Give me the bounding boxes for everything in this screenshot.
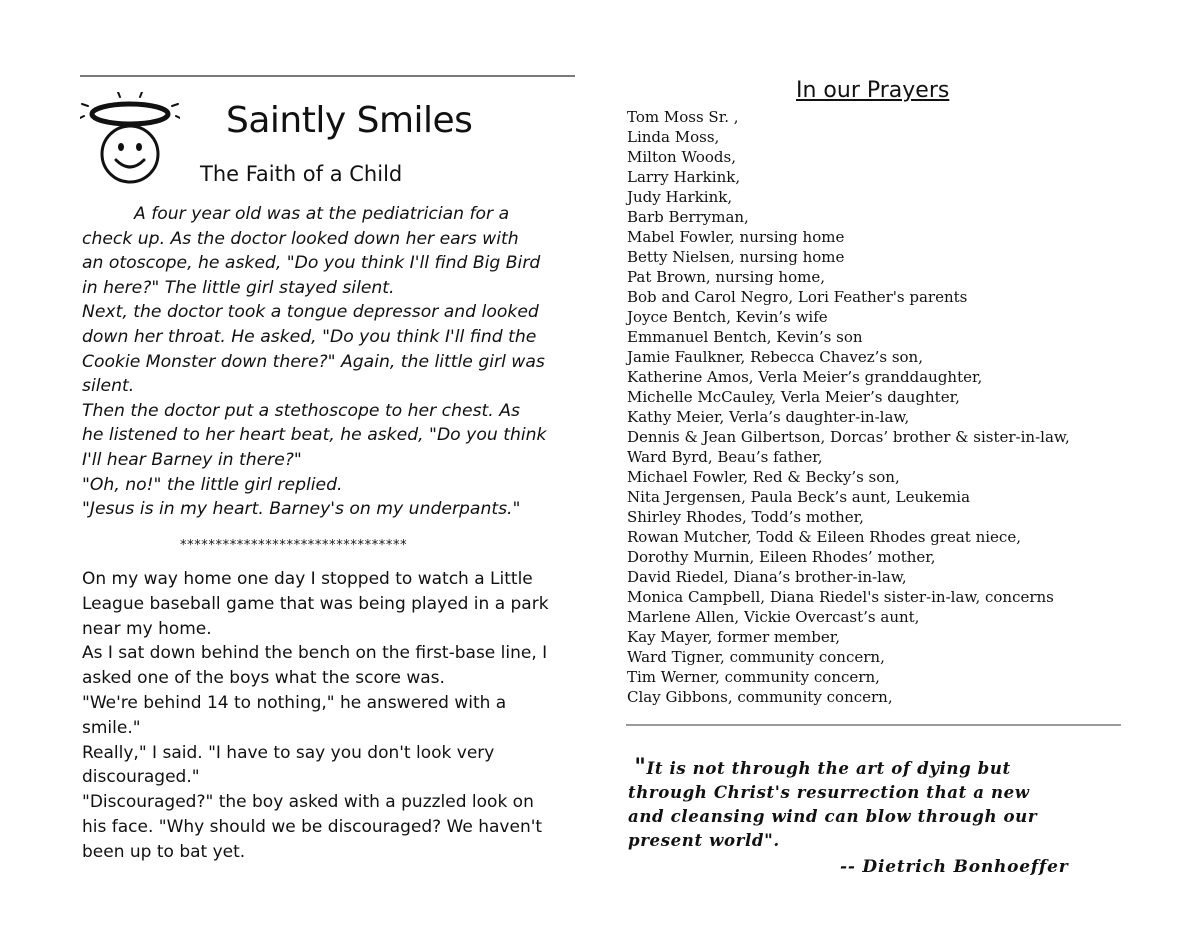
story2-line: League baseball game that was being played in a park — [82, 593, 549, 614]
prayer-item: Clay Gibbons, community concern, — [627, 688, 893, 706]
story2-line: As I sat down behind the bench on the first-base line, I — [82, 643, 548, 664]
haloed-smiley-icon — [80, 92, 180, 192]
prayer-item: Michelle McCauley, Verla Meier’s daughter, — [627, 388, 960, 406]
prayer-item: Katherine Amos, Verla Meier’s granddaughter, — [627, 368, 983, 386]
story1-line: down her throat. He asked, "Do you think I'll find the — [82, 326, 537, 347]
story-faith-of-a-child — [82, 202, 574, 522]
story1-line: "Oh, no!" the little girl replied. — [82, 474, 343, 495]
prayer-item: Ward Tigner, community concern, — [627, 648, 885, 666]
quote-line: through Christ's resurrection that a new — [628, 782, 1030, 802]
prayer-item: Nita Jergensen, Paula Beck’s aunt, Leukemia — [627, 488, 971, 506]
prayer-item: Tom Moss Sr. , — [627, 108, 739, 126]
prayer-item: Larry Harkink, — [627, 168, 741, 186]
story2-line: his face. "Why should we be discouraged? We haven't — [82, 816, 543, 837]
story2-line: Really," I said. "I have to say you don't look very — [82, 742, 495, 763]
quote-line — [628, 755, 1128, 780]
story2-line: smile." — [82, 717, 141, 738]
prayer-item: Kathy Meier, Verla’s daughter-in-law, — [627, 408, 910, 426]
story2-line: "Discouraged?" the boy asked with a puzzled look on — [82, 792, 534, 813]
story1-line: in here?" The little girl stayed silent. — [82, 277, 395, 298]
prayer-item: Jamie Faulkner, Rebecca Chavez’s son, — [627, 348, 923, 366]
story-little-league — [82, 567, 577, 865]
quote-author: -- Dietrich Bonhoeffer — [840, 857, 1069, 877]
prayer-item: Joyce Bentch, Kevin’s wife — [627, 308, 828, 326]
top-divider-line — [80, 75, 575, 77]
prayer-item: Barb Berryman, — [627, 208, 749, 226]
quote-line-text: It is not through the art of dying but — [646, 758, 1011, 778]
quote-divider-line — [626, 724, 1121, 726]
prayer-item: Marlene Allen, Vickie Overcast’s aunt, — [627, 608, 920, 626]
story2-line: been up to bat yet. — [82, 841, 246, 862]
prayer-item: Tim Werner, community concern, — [627, 668, 880, 686]
prayer-item: Mabel Fowler, nursing home — [627, 228, 845, 246]
story1-line: Next, the doctor took a tongue depressor and looked — [82, 302, 539, 323]
story2-line: On my way home one day I stopped to watch a Little — [82, 569, 533, 589]
prayer-item: Rowan Mutcher, Todd & Eileen Rhodes great niece, — [627, 528, 1021, 546]
bonhoeffer-quote — [628, 755, 1128, 852]
prayer-list — [627, 107, 1070, 707]
page-title: Saintly Smiles — [226, 100, 473, 141]
story2-line: near my home. — [82, 618, 212, 639]
prayer-item: Betty Nielsen, nursing home — [627, 248, 845, 266]
quote-line: present world". — [628, 830, 780, 850]
story1-line: an otoscope, he asked, "Do you think I'll find Big Bird — [82, 253, 541, 274]
prayer-item: Judy Harkink, — [627, 188, 733, 206]
prayer-item: Bob and Carol Negro, Lori Feather's parents — [627, 288, 968, 306]
quote-open-mark: " — [634, 754, 647, 780]
prayers-heading: In our Prayers — [796, 78, 950, 103]
story1-line: Then the doctor put a stethoscope to her chest. As — [82, 400, 520, 421]
story2-line: "We're behind 14 to nothing," he answered with a — [82, 692, 507, 713]
story1-line: he listened to her heart beat, he asked, "Do you think — [82, 425, 547, 446]
prayer-item: Shirley Rhodes, Todd’s mother, — [627, 508, 864, 526]
prayer-item: David Riedel, Diana’s brother-in-law, — [627, 568, 907, 586]
story1-line: I'll hear Barney in there?" — [82, 449, 302, 470]
story1-line: silent. — [82, 376, 135, 397]
story1-line: Cookie Monster down there?" Again, the little girl was — [82, 351, 545, 372]
story2-line: asked one of the boys what the score was. — [82, 668, 445, 689]
prayer-item: Dorothy Murnin, Eileen Rhodes’ mother, — [627, 548, 936, 566]
prayer-item: Emmanuel Bentch, Kevin’s son — [627, 328, 863, 346]
prayer-item: Milton Woods, — [627, 148, 736, 166]
asterisk-separator: ******************************** — [180, 538, 408, 553]
prayer-item: Linda Moss, — [627, 128, 720, 146]
prayer-item: Dennis & Jean Gilbertson, Dorcas’ brother & sister-in-law, — [627, 428, 1070, 446]
prayer-item: Kay Mayer, former member, — [627, 628, 840, 646]
prayer-item: Pat Brown, nursing home, — [627, 268, 825, 286]
story1-line: A four year old was at the pediatrician for a — [134, 204, 510, 224]
quote-line: and cleansing wind can blow through our — [628, 806, 1038, 826]
prayer-item: Monica Campbell, Diana Riedel's sister-in-law, concerns — [627, 588, 1054, 606]
story1-line: check up. As the doctor looked down her ears with — [82, 228, 519, 249]
prayer-item: Michael Fowler, Red & Becky’s son, — [627, 468, 900, 486]
story2-line: discouraged." — [82, 767, 200, 788]
prayer-item: Ward Byrd, Beau’s father, — [627, 448, 823, 466]
story1-line: "Jesus is in my heart. Barney's on my underpants." — [82, 499, 521, 520]
story-subtitle: The Faith of a Child — [200, 162, 403, 186]
